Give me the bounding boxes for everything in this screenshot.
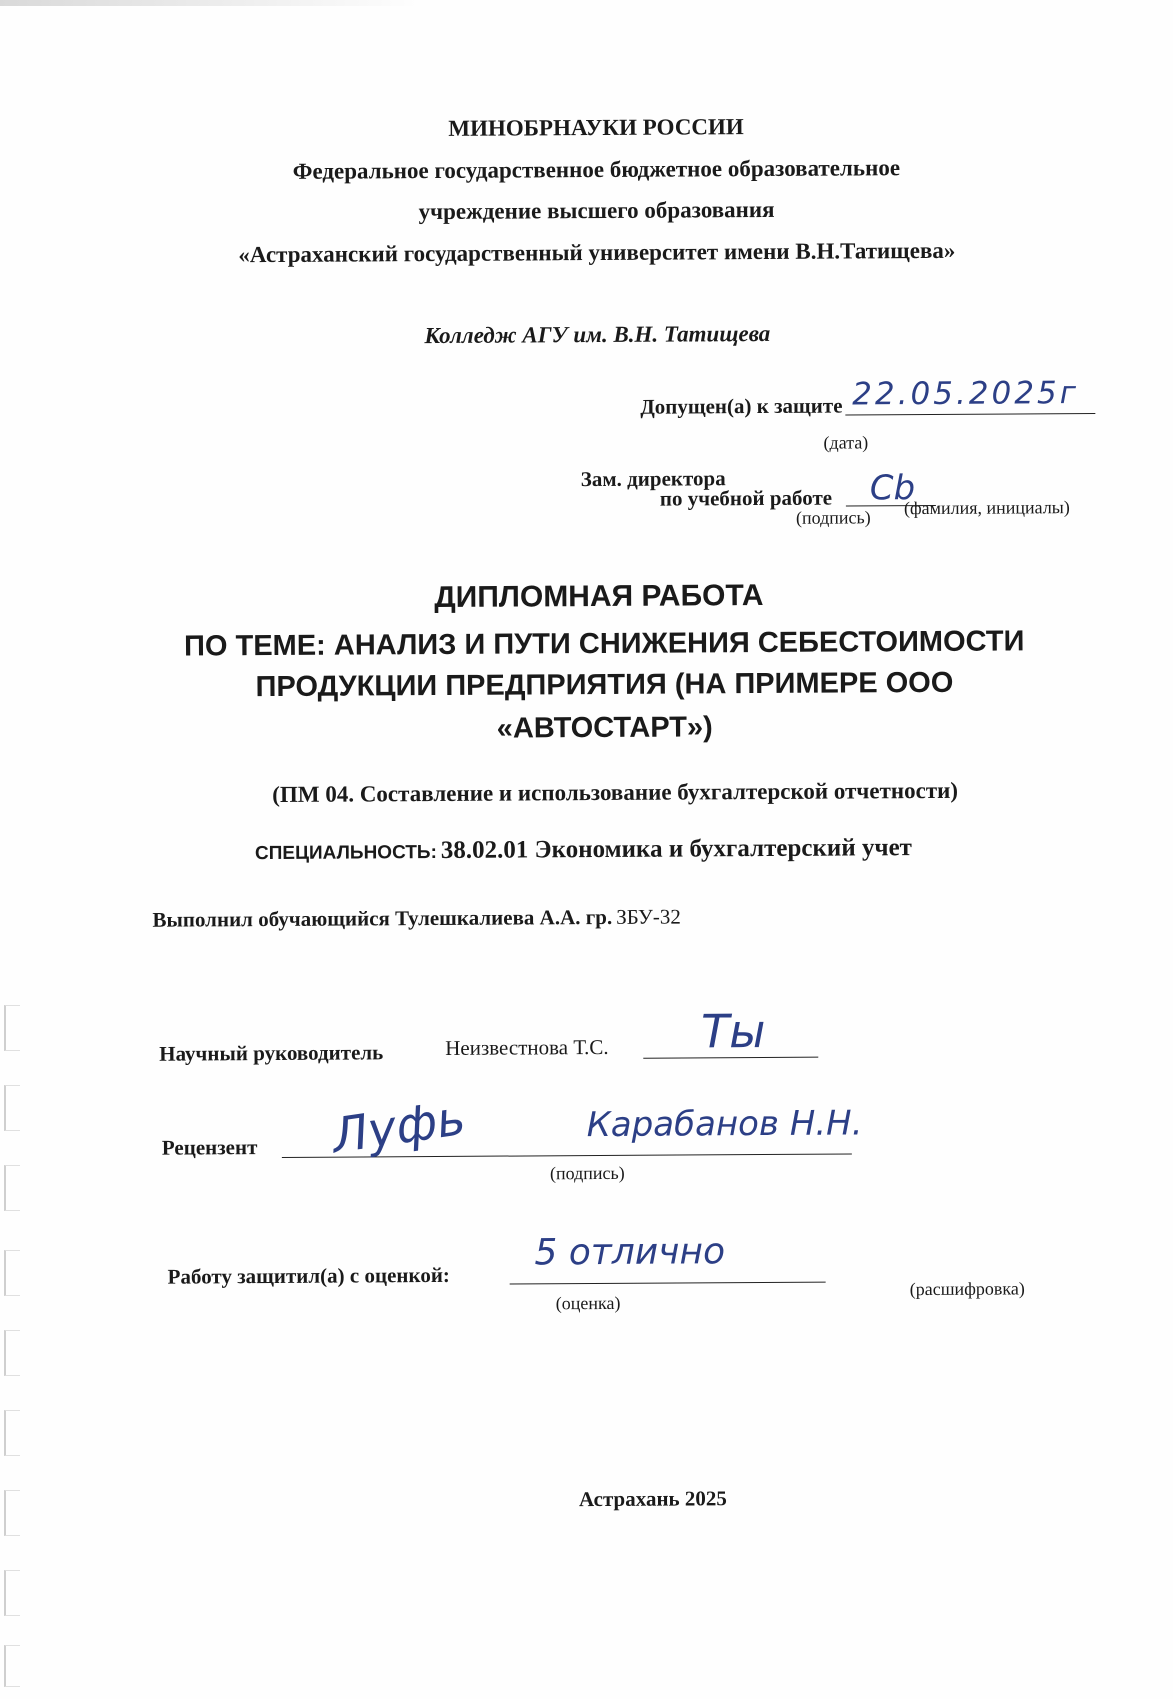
reviewer-label: Рецензент xyxy=(161,1135,258,1160)
supervisor-label: Научный руководитель xyxy=(159,1040,384,1066)
defense-label: Работу защитил(а) с оценкой: xyxy=(167,1262,450,1289)
ministry-title: МИНОБРНАУКИ РОССИИ xyxy=(448,114,744,141)
admitted-label: Допущен(а) к защите xyxy=(640,393,843,419)
admitted-date-handwritten: 22.05.2025г xyxy=(852,375,1080,413)
student-group: ЗБУ-32 xyxy=(616,904,681,929)
reviewer-signature: Луфь xyxy=(328,1089,469,1165)
supervisor-signature: Ты xyxy=(700,1003,766,1059)
university-name: «Астраханский государственный университет имени В.Н.Татищева» xyxy=(238,237,956,268)
reviewer-name-handwritten: Карабанов Н.Н. xyxy=(586,1103,863,1146)
org-line-1: Федеральное государственное бюджетное образовательное xyxy=(292,155,901,184)
decode-caption: (расшифровка) xyxy=(909,1278,1025,1300)
specialty-value: 38.02.01 Экономика и бухгалтерский учет xyxy=(440,834,912,864)
specialty-label: СПЕЦИАЛЬНОСТЬ: xyxy=(254,841,437,865)
deputy-title-line-2: по учебной работе xyxy=(659,485,833,511)
org-line-2: учреждение высшего образования xyxy=(418,196,775,225)
grade-line xyxy=(510,1282,826,1285)
professional-module: (ПМ 04. Составление и использование бухгалтерской отчетности) xyxy=(272,777,959,808)
student-row xyxy=(152,905,681,933)
date-caption: (дата) xyxy=(823,432,869,453)
topic-line-2: ПРОДУКЦИИ ПРЕДПРИЯТИЯ (НА ПРИМЕРЕ ООО xyxy=(255,666,954,704)
grade-caption: (оценка) xyxy=(555,1292,621,1314)
college-name: Колледж АГУ им. В.Н. Татищева xyxy=(424,320,771,349)
deputy-title-line-1: Зам. директора xyxy=(580,466,726,492)
student-label: Выполнил обучающийся Тулешкалиева А.А. гр. xyxy=(152,904,613,932)
topic-line-3: «АВТОСТАРТ») xyxy=(496,711,713,745)
signature-caption: (подпись) xyxy=(795,507,871,528)
topic-line-1: ПО ТЕМЕ: АНАЛИЗ И ПУТИ СНИЖЕНИЯ СЕБЕСТОИМОСТИ xyxy=(184,625,1025,663)
grade-handwritten: 5 отлично xyxy=(534,1231,726,1274)
document-heading: ДИПЛОМНАЯ РАБОТА xyxy=(434,578,764,615)
admitted-date-line xyxy=(845,413,1095,416)
supervisor-name: Неизвестнова Т.С. xyxy=(445,1034,609,1060)
specialty-row xyxy=(255,833,1035,866)
city-year: Астрахань 2025 xyxy=(578,1486,727,1512)
deputy-signature: Сb xyxy=(869,468,916,509)
reviewer-signature-caption: (подпись) xyxy=(549,1162,625,1184)
name-caption: (фамилия, инициалы) xyxy=(903,497,1070,519)
